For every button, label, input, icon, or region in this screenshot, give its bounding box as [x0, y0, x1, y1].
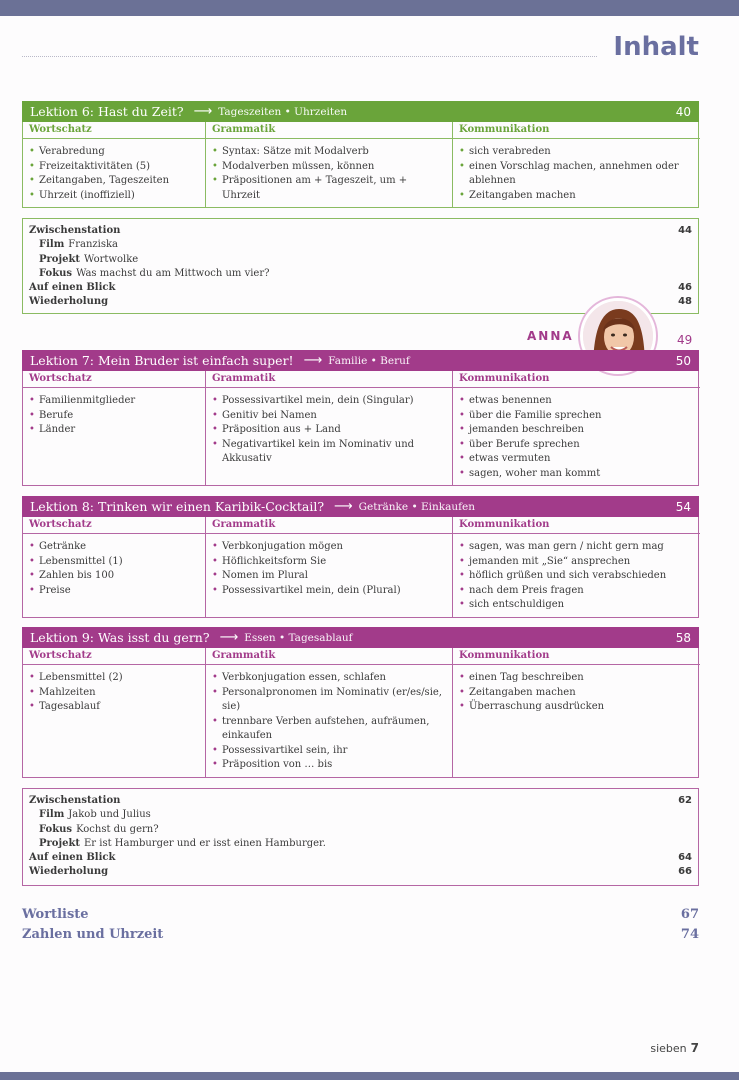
- lesson-title: Lektion 7: Mein Bruder ist einfach super!: [30, 353, 294, 368]
- lesson-header[interactable]: [22, 627, 699, 648]
- list-item: • etwas vermuten: [459, 452, 694, 467]
- grammatik-heading: Grammatik: [206, 517, 452, 534]
- lesson-header[interactable]: [22, 101, 699, 122]
- lesson-content-grid: [22, 648, 699, 778]
- lesson-page: 54: [675, 499, 691, 514]
- list-item: • über die Familie sprechen: [459, 409, 694, 424]
- wiederholung[interactable]: Wiederholung: [29, 296, 109, 308]
- list-item: • Negativartikel kein im Nominativ und Akkusativ: [212, 438, 446, 467]
- kommunikation-heading: Kommunikation: [453, 122, 700, 139]
- bottom-bar: [0, 1072, 739, 1080]
- list-item: • über Berufe sprechen: [459, 438, 694, 453]
- lesson-page: 40: [675, 104, 691, 119]
- arrow-right-icon: ⟶: [303, 353, 323, 368]
- list-item: • Überraschung ausdrücken: [459, 700, 694, 715]
- projekt-label: Projekt: [39, 837, 80, 849]
- zahlen-uhrzeit-entry[interactable]: [22, 927, 699, 942]
- anna-page: 49: [677, 333, 693, 347]
- projekt-title: Wortwolke: [84, 253, 139, 265]
- lesson-title: Lektion 6: Hast du Zeit?: [30, 104, 184, 119]
- fokus-entry[interactable]: [29, 267, 692, 281]
- list-item: • Syntax: Sätze mit Modalverb: [212, 145, 446, 160]
- kommunikation-column: [452, 648, 700, 777]
- projekt-entry[interactable]: [29, 837, 692, 851]
- lesson-content-grid: [22, 517, 699, 618]
- list-item: • Lebensmittel (2): [29, 671, 199, 686]
- auf-einen-blick[interactable]: Auf einen Blick: [29, 282, 116, 294]
- zwischenstation-title[interactable]: Zwischenstation: [29, 225, 121, 236]
- wortschatz-list: [29, 394, 199, 438]
- grammatik-heading: Grammatik: [206, 122, 452, 139]
- auf-einen-blick[interactable]: Auf einen Blick: [29, 852, 116, 864]
- list-item: • Preise: [29, 584, 199, 599]
- list-item: • jemanden beschreiben: [459, 423, 694, 438]
- list-item: • Personalpronomen im Nominativ (er/es/sie, sie): [212, 686, 446, 715]
- list-item: • Genitiv bei Namen: [212, 409, 446, 424]
- lesson-topics: Tageszeiten • Uhrzeiten: [218, 105, 348, 118]
- list-item: • Präpositionen am + Tageszeit, um + Uhrzeit: [212, 174, 446, 203]
- kommunikation-heading: Kommunikation: [453, 517, 700, 534]
- list-item: • Zeitangaben, Tageszeiten: [29, 174, 199, 189]
- wortschatz-list: [29, 540, 199, 598]
- lesson-content-grid: [22, 371, 699, 486]
- list-item: • jemanden mit „Sie“ ansprechen: [459, 555, 694, 570]
- list-item: • höflich grüßen und sich verabschieden: [459, 569, 694, 584]
- grammatik-column: [205, 648, 452, 777]
- page-title: Inhalt: [613, 32, 699, 62]
- wortschatz-column: [23, 122, 205, 207]
- auf-einen-blick-page: 46: [678, 282, 692, 294]
- grammatik-heading: Grammatik: [206, 371, 452, 388]
- grammatik-column: [205, 517, 452, 617]
- page-number: [650, 1041, 699, 1055]
- fokus-entry[interactable]: [29, 823, 692, 837]
- kommunikation-list: [459, 540, 694, 613]
- lesson-7: [22, 350, 699, 486]
- wortschatz-list: [29, 145, 199, 203]
- lesson-header[interactable]: [22, 496, 699, 517]
- kommunikation-column: [452, 517, 700, 617]
- list-item: • Freizeitaktivitäten (5): [29, 160, 199, 175]
- film-label: Film: [39, 239, 65, 251]
- list-item: • Possessivartikel mein, dein (Plural): [212, 584, 446, 599]
- arrow-right-icon: ⟶: [219, 630, 239, 645]
- grammatik-list: [212, 145, 446, 203]
- wortschatz-heading: Wortschatz: [23, 648, 205, 665]
- wortliste-entry[interactable]: [22, 907, 699, 922]
- list-item: • sich entschuldigen: [459, 598, 694, 613]
- kommunikation-column: [452, 122, 700, 207]
- list-item: • nach dem Preis fragen: [459, 584, 694, 599]
- list-item: • Modalverben müssen, können: [212, 160, 446, 175]
- list-item: • sagen, was man gern / nicht gern mag: [459, 540, 694, 555]
- lesson-8: [22, 496, 699, 618]
- wortschatz-column: [23, 517, 205, 617]
- fokus-title: Was machst du am Mittwoch um vier?: [76, 267, 270, 279]
- kommunikation-list: [459, 394, 694, 481]
- lesson-topics: Essen • Tagesablauf: [244, 631, 353, 644]
- list-item: • sich verabreden: [459, 145, 694, 160]
- wiederholung-page: 48: [678, 296, 692, 308]
- list-item: • Mahlzeiten: [29, 686, 199, 701]
- kommunikation-heading: Kommunikation: [453, 371, 700, 388]
- wortschatz-heading: Wortschatz: [23, 517, 205, 534]
- list-item: • einen Vorschlag machen, annehmen oder ablehnen: [459, 160, 694, 189]
- lesson-page: 50: [675, 353, 691, 368]
- projekt-label: Projekt: [39, 253, 80, 265]
- list-item: • Präposition von … bis: [212, 758, 446, 773]
- list-item: • Nomen im Plural: [212, 569, 446, 584]
- wortschatz-heading: Wortschatz: [23, 371, 205, 388]
- film-entry[interactable]: [29, 238, 692, 252]
- list-item: • Verbkonjugation essen, schlafen: [212, 671, 446, 686]
- wortschatz-heading: Wortschatz: [23, 122, 205, 139]
- wortschatz-list: [29, 671, 199, 715]
- list-item: • Höflichkeitsform Sie: [212, 555, 446, 570]
- lesson-page: 58: [675, 630, 691, 645]
- lesson-content-grid: [22, 122, 699, 208]
- lesson-topics: Familie • Beruf: [328, 354, 410, 367]
- auf-einen-blick-page: 64: [678, 852, 692, 864]
- zahlen-uhrzeit-label: Zahlen und Uhrzeit: [22, 927, 164, 942]
- lesson-title: Lektion 9: Was isst du gern?: [30, 630, 210, 645]
- zwischenstation-page: 62: [678, 795, 692, 806]
- list-item: • Länder: [29, 423, 199, 438]
- list-item: • Tagesablauf: [29, 700, 199, 715]
- page-number-word: sieben: [650, 1042, 687, 1055]
- arrow-right-icon: ⟶: [193, 104, 213, 119]
- wortliste-label: Wortliste: [22, 907, 89, 922]
- grammatik-column: [205, 122, 452, 207]
- lesson-topics: Getränke • Einkaufen: [358, 500, 476, 513]
- film-entry[interactable]: [29, 808, 692, 822]
- grammatik-list: [212, 540, 446, 598]
- wiederholung[interactable]: Wiederholung: [29, 866, 109, 878]
- film-title: Franziska: [68, 239, 119, 251]
- list-item: • Possessivartikel sein, ihr: [212, 744, 446, 759]
- list-item: • sagen, woher man kommt: [459, 467, 694, 482]
- kommunikation-column: [452, 371, 700, 485]
- lesson-title: Lektion 8: Trinken wir einen Karibik-Cocktail?: [30, 499, 325, 514]
- wortschatz-column: [23, 648, 205, 777]
- kommunikation-heading: Kommunikation: [453, 648, 700, 665]
- page-number-digit: 7: [690, 1041, 699, 1055]
- arrow-right-icon: ⟶: [334, 499, 353, 514]
- fokus-label: Fokus: [39, 267, 73, 279]
- list-item: • Verabredung: [29, 145, 199, 160]
- top-bar: [0, 0, 739, 16]
- list-item: • einen Tag beschreiben: [459, 671, 694, 686]
- projekt-title: Er ist Hamburger und er isst einen Hamburger.: [84, 837, 326, 849]
- wortliste-page: 67: [680, 907, 699, 922]
- anna-label[interactable]: ANNA: [527, 329, 574, 343]
- kommunikation-list: [459, 145, 694, 203]
- list-item: • Zeitangaben machen: [459, 189, 694, 204]
- list-item: • Possessivartikel mein, dein (Singular): [212, 394, 446, 409]
- list-item: • Zeitangaben machen: [459, 686, 694, 701]
- list-item: • etwas benennen: [459, 394, 694, 409]
- film-title: Jakob und Julius: [68, 809, 151, 821]
- list-item: • Präposition aus + Land: [212, 423, 446, 438]
- kommunikation-list: [459, 671, 694, 715]
- list-item: • trennbare Verben aufstehen, aufräumen, einkaufen: [212, 715, 446, 744]
- zwischenstation-box-2: [22, 788, 699, 886]
- lesson-header[interactable]: [22, 350, 699, 371]
- fokus-label: Fokus: [39, 823, 73, 835]
- projekt-entry[interactable]: [29, 253, 692, 267]
- list-item: • Verbkonjugation mögen: [212, 540, 446, 555]
- wortschatz-column: [23, 371, 205, 485]
- grammatik-heading: Grammatik: [206, 648, 452, 665]
- lesson-9: [22, 627, 699, 778]
- grammatik-list: [212, 671, 446, 773]
- title-dotted-rule: [22, 56, 597, 57]
- zwischenstation-box-1: [22, 218, 699, 314]
- list-item: • Zahlen bis 100: [29, 569, 199, 584]
- film-label: Film: [39, 809, 65, 821]
- zwischenstation-page: 44: [678, 225, 692, 236]
- fokus-title: Kochst du gern?: [76, 823, 159, 835]
- zwischenstation-title[interactable]: Zwischenstation: [29, 795, 121, 806]
- zahlen-uhrzeit-page: 74: [680, 927, 699, 942]
- lesson-6: [22, 101, 699, 208]
- list-item: • Berufe: [29, 409, 199, 424]
- list-item: • Getränke: [29, 540, 199, 555]
- list-item: • Familienmitglieder: [29, 394, 199, 409]
- wiederholung-page: 66: [678, 866, 692, 878]
- list-item: • Lebensmittel (1): [29, 555, 199, 570]
- grammatik-list: [212, 394, 446, 467]
- grammatik-column: [205, 371, 452, 485]
- list-item: • Uhrzeit (inoffiziell): [29, 189, 199, 204]
